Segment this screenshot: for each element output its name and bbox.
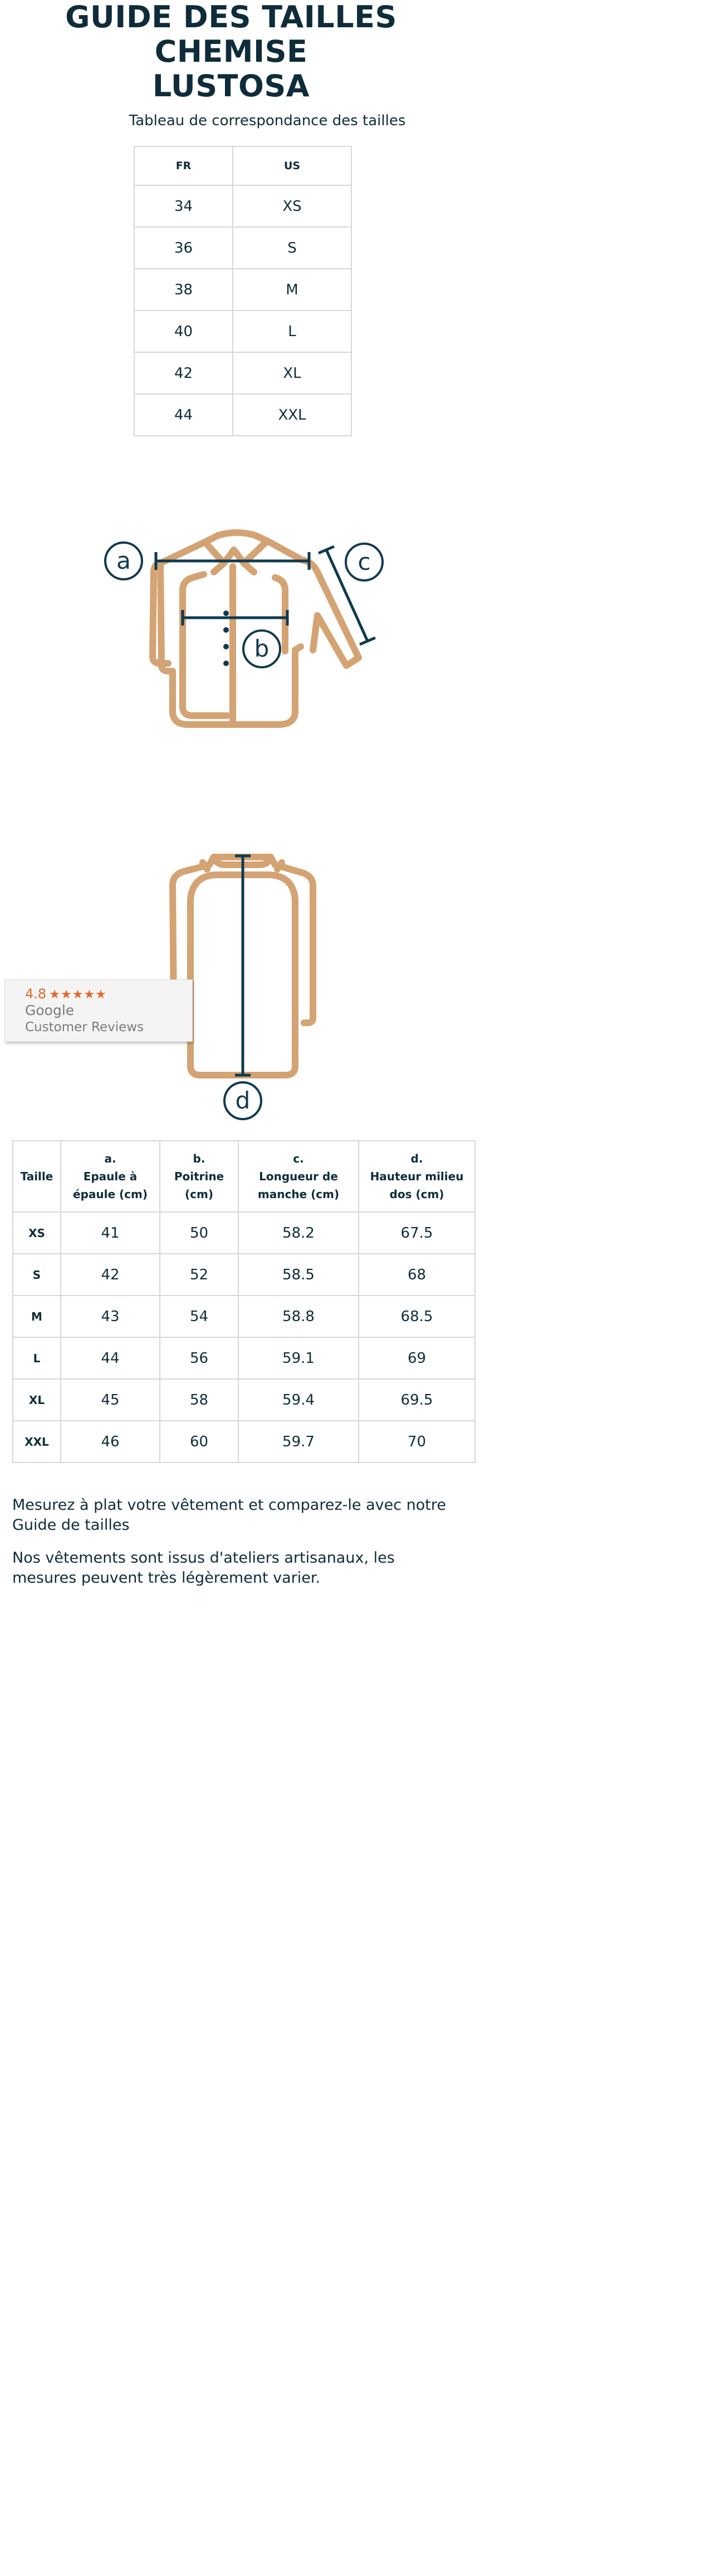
reviews-subtitle: Customer Reviews <box>25 1020 144 1035</box>
column-header-label: Hauteur milieu <box>370 1170 464 1183</box>
table-row <box>134 311 351 352</box>
label-d <box>224 1082 261 1119</box>
star-rating-icon: ★★★★★ <box>49 988 107 1002</box>
label-a <box>105 543 142 579</box>
table-row <box>13 1337 475 1379</box>
column-header-us: US <box>233 146 351 185</box>
button-dot <box>223 661 229 666</box>
column-header-sleeve <box>238 1141 359 1212</box>
table-cell: 42 <box>61 1254 160 1296</box>
label-b <box>243 631 280 667</box>
table-cell: S <box>233 227 351 269</box>
label-a-text: a <box>116 547 131 574</box>
table-row <box>134 269 351 311</box>
table-cell: 58.2 <box>238 1212 359 1254</box>
column-header-code: c. <box>293 1152 304 1165</box>
table-row <box>134 185 351 227</box>
column-header-fr: FR <box>134 146 233 185</box>
page-title <box>0 0 462 104</box>
table-cell: 40 <box>134 311 233 352</box>
table-cell: 43 <box>61 1296 160 1337</box>
table-cell: 67.5 <box>359 1212 475 1254</box>
page-title-line-1: GUIDE DES TAILLES CHEMISE <box>65 0 397 69</box>
table-cell: 58 <box>160 1379 238 1421</box>
page-title-line-2: LUSTOSA <box>152 68 310 104</box>
table-cell: 44 <box>61 1337 160 1379</box>
measurements-table <box>12 1140 476 1463</box>
column-header-chest <box>160 1141 238 1212</box>
conversion-table-caption: Tableau de correspondance des tailles <box>129 112 406 129</box>
table-cell: 70 <box>359 1421 475 1462</box>
column-header-label: Taille <box>20 1170 53 1183</box>
table-cell: XXL <box>233 394 351 436</box>
table-cell: 59.1 <box>238 1337 359 1379</box>
table-row <box>134 227 351 269</box>
table-cell: 69 <box>359 1337 475 1379</box>
column-header-label: épaule (cm) <box>73 1188 148 1201</box>
table-cell: 36 <box>134 227 233 269</box>
measure-line-d <box>235 856 251 1075</box>
table-row <box>13 1421 475 1462</box>
table-cell: 44 <box>134 394 233 436</box>
table-cell: 69.5 <box>359 1379 475 1421</box>
table-cell: XXL <box>13 1421 61 1462</box>
table-row <box>13 1296 475 1337</box>
table-cell: 58.8 <box>238 1296 359 1337</box>
column-header-code: d. <box>410 1152 423 1165</box>
column-header-label: Longueur de <box>259 1170 338 1183</box>
table-cell: XS <box>13 1212 61 1254</box>
column-header-code: a. <box>104 1152 116 1165</box>
table-cell: 56 <box>160 1337 238 1379</box>
table-row <box>13 1254 475 1296</box>
table-row <box>13 1379 475 1421</box>
reviews-source: Google <box>25 1002 75 1018</box>
table-cell: 41 <box>61 1212 160 1254</box>
table-cell: M <box>233 269 351 311</box>
table-cell: L <box>13 1337 61 1379</box>
table-cell: 59.4 <box>238 1379 359 1421</box>
table-row <box>134 352 351 394</box>
table-cell: L <box>233 311 351 352</box>
table-row <box>13 1212 475 1254</box>
button-dot <box>223 610 229 616</box>
button-dot <box>223 644 229 649</box>
table-cell: 58.5 <box>238 1254 359 1296</box>
table-header-row <box>13 1141 475 1212</box>
table-cell: 46 <box>61 1421 160 1462</box>
note-paragraph: Mesurez à plat votre vêtement et comparez-le avec notre Guide de tailles <box>12 1496 446 1534</box>
shirt-front-diagram <box>95 518 395 740</box>
google-reviews-badge[interactable] <box>4 979 193 1042</box>
column-header-label: dos (cm) <box>389 1188 444 1201</box>
table-cell: 50 <box>160 1212 238 1254</box>
reviews-rating: 4.8 <box>25 986 47 1002</box>
table-cell: 68 <box>359 1254 475 1296</box>
table-cell: 38 <box>134 269 233 311</box>
table-cell: XS <box>233 185 351 227</box>
label-c <box>346 544 383 580</box>
note-paragraph: Nos vêtements sont issus d'ateliers artisanaux, les mesures peuvent très légèrement varier. <box>12 1549 395 1587</box>
table-cell: 68.5 <box>359 1296 475 1337</box>
table-cell: 45 <box>61 1379 160 1421</box>
column-header-back-length <box>359 1141 475 1212</box>
table-header-row <box>134 146 351 185</box>
column-header-code: b. <box>193 1152 205 1165</box>
column-header-label: (cm) <box>185 1188 213 1201</box>
table-cell: 60 <box>160 1421 238 1462</box>
label-d-text: d <box>235 1087 251 1114</box>
column-header-size <box>13 1141 61 1212</box>
table-cell: 59.7 <box>238 1421 359 1462</box>
label-b-text: b <box>254 635 270 662</box>
table-cell: 52 <box>160 1254 238 1296</box>
table-cell: 34 <box>134 185 233 227</box>
button-dot <box>223 627 229 633</box>
size-conversion-table <box>134 146 352 436</box>
table-cell: 54 <box>160 1296 238 1337</box>
table-cell: M <box>13 1296 61 1337</box>
size-guide-notes <box>12 1495 447 1601</box>
table-cell: XL <box>13 1379 61 1421</box>
column-header-label: Epaule à <box>83 1170 138 1183</box>
column-header-shoulder <box>61 1141 160 1212</box>
table-cell: 42 <box>134 352 233 394</box>
table-row <box>134 394 351 436</box>
table-cell: S <box>13 1254 61 1296</box>
column-header-label: manche (cm) <box>257 1188 340 1201</box>
column-header-label: Poitrine <box>174 1170 224 1183</box>
table-cell: XL <box>233 352 351 394</box>
label-c-text: c <box>358 548 371 575</box>
